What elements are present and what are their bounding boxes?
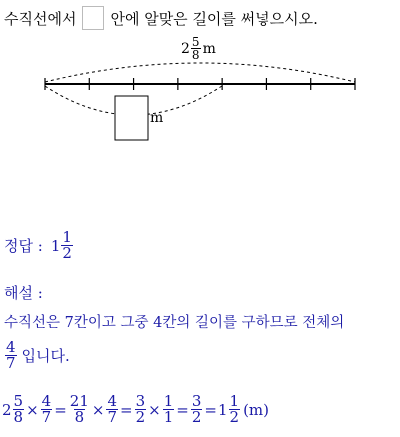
partial-length-box [115, 96, 148, 140]
question-line [4, 6, 318, 30]
answer-line [4, 230, 74, 261]
equals-sign: = [204, 400, 217, 419]
question-text-before: 수직선에서 [4, 9, 77, 28]
answer-blank-box [82, 6, 104, 30]
line2-text: 입니다. [21, 347, 70, 365]
calc-t5-fraction [135, 394, 147, 425]
calc-t7-den: 2 [191, 408, 202, 426]
calc-t8-num: 1 [229, 392, 240, 410]
times-sign: × [148, 400, 161, 419]
number-line-diagram [0, 34, 400, 154]
calc-t5-num: 3 [135, 392, 146, 410]
question-text-after: 안에 알맞은 길이를 써넣으시오. [110, 9, 318, 28]
calc-unit: (m) [243, 400, 269, 419]
calc-t8-den: 2 [229, 408, 240, 426]
times-sign: × [26, 400, 39, 419]
answer-numerator: 1 [62, 228, 72, 246]
answer-fraction [61, 230, 73, 261]
calc-t3-fraction [69, 394, 90, 425]
equals-sign: = [176, 400, 189, 419]
box-unit-label: m [150, 110, 164, 126]
calc-t1-whole: 2 [2, 400, 12, 419]
total-whole: 2 [181, 40, 190, 57]
calculation-line [2, 394, 269, 425]
explanation-label: 해설 : [4, 284, 43, 302]
calc-t1-den: 8 [13, 408, 24, 426]
calc-t2-num: 4 [41, 392, 52, 410]
calc-t2-fraction [41, 394, 53, 425]
equals-sign: = [120, 400, 133, 419]
calc-t5-den: 2 [135, 408, 146, 426]
explanation-line-1: 수직선은 7칸이고 그중 4칸의 길이를 구하므로 전체의 [4, 315, 345, 331]
total-length-arc [45, 63, 355, 82]
calc-t1-fraction [13, 394, 25, 425]
answer-denominator: 2 [62, 244, 72, 262]
calc-t4-fraction [106, 394, 118, 425]
line2-denominator: 7 [6, 354, 16, 372]
calc-t8-whole: 1 [217, 400, 228, 419]
calc-t3-num: 21 [69, 392, 89, 410]
equals-sign: = [54, 400, 67, 419]
calc-t2-den: 7 [41, 408, 52, 426]
calc-t7-num: 3 [191, 392, 202, 410]
line2-numerator: 4 [6, 338, 16, 356]
total-denominator: 8 [191, 48, 200, 62]
answer-whole: 1 [50, 236, 61, 255]
answer-label: 정답 : [4, 237, 43, 255]
total-fraction [191, 36, 201, 61]
calc-t6-fraction [163, 394, 175, 425]
calc-t1-num: 5 [13, 392, 24, 410]
total-numerator: 5 [191, 35, 200, 49]
total-length-label [179, 36, 218, 61]
calc-t4-num: 4 [107, 392, 118, 410]
calc-t8-fraction [229, 394, 241, 425]
calc-t4-den: 7 [107, 408, 118, 426]
calc-t6-den: 1 [163, 408, 174, 426]
total-unit: m [202, 40, 216, 57]
explanation-line-2 [4, 340, 70, 371]
times-sign: × [91, 400, 105, 419]
calc-t3-den: 8 [74, 408, 85, 426]
calc-t7-fraction [191, 394, 203, 425]
calc-t6-num: 1 [163, 392, 174, 410]
line2-fraction [5, 340, 17, 371]
